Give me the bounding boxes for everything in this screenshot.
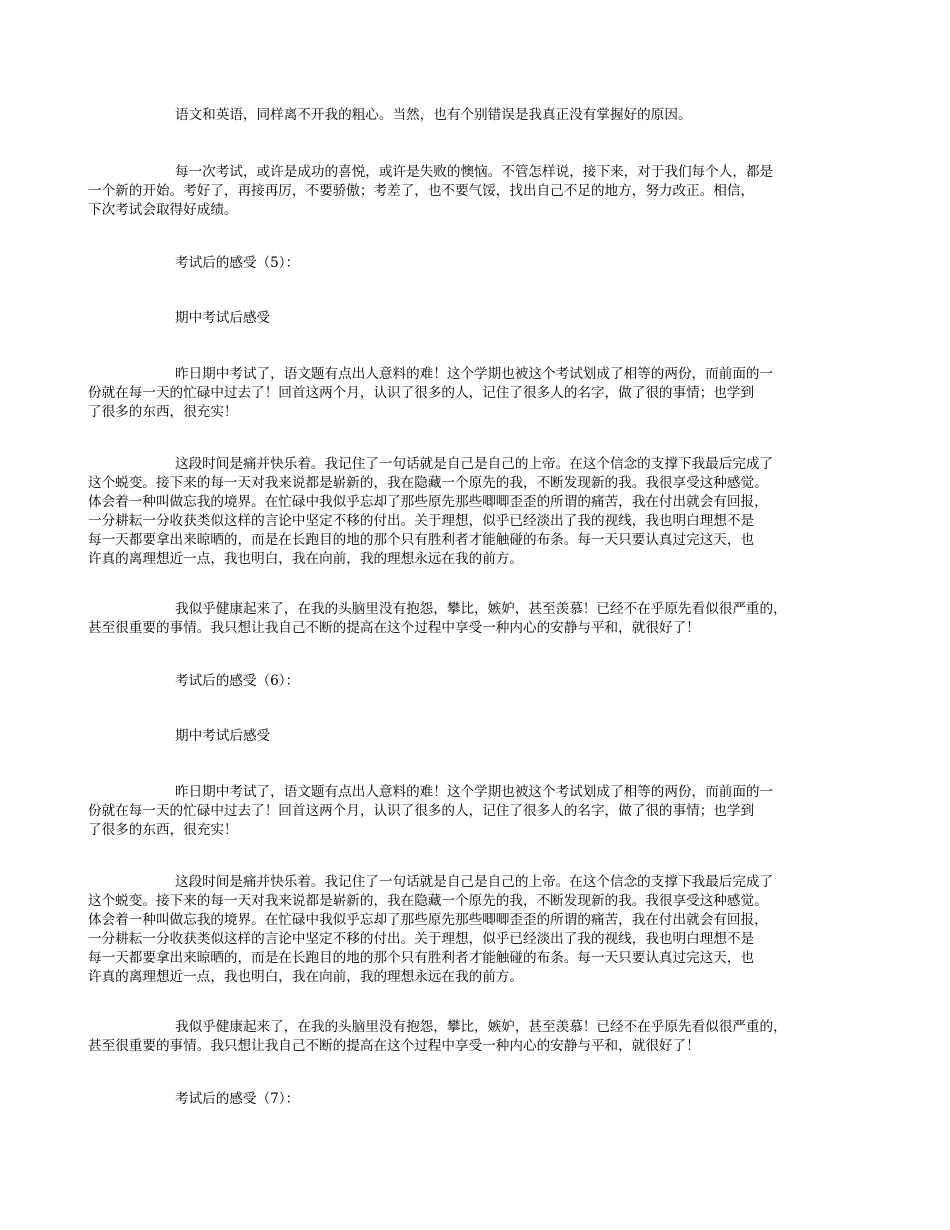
- text-line: 体会着一种叫做忘我的境界。在忙碌中我似乎忘却了那些原先那些唧唧歪歪的所谓的痛苦，我在付出就会有回报，: [88, 494, 768, 510]
- text-line: 份就在每一天的忙碌中过去了！回首这两个月，认识了很多的人，记住了很多人的名字，做了很的事情；也学到: [88, 385, 755, 401]
- text-line: 每一次考试，或许是成功的喜悦，或许是失败的懊恼。不管怎样说，接下来，对于我们每个人，都是: [175, 164, 774, 180]
- text-line: 一分耕耘一分收获类似这样的言论中坚定不移的付出。关于理想，似乎已经淡出了我的视线，我也明白理想不是: [88, 513, 755, 529]
- text-line: 我似乎健康起来了，在我的头脑里没有抱怨，攀比，嫉妒，甚至羡慕！已经不在乎原先看似很严重的，: [175, 1019, 787, 1035]
- article-title: 期中考试后感受: [175, 310, 271, 326]
- text-line: 这个蜕变。接下来的每一天对我来说都是崭新的，我在隐藏一个原先的我，不断发现新的我。我很享受这种感觉。: [88, 893, 768, 909]
- text-line: 一分耕耘一分收获类似这样的言论中坚定不移的付出。关于理想，似乎已经淡出了我的视线，我也明白理想不是: [88, 931, 755, 947]
- text-line: 了很多的东西，很充实！: [88, 822, 238, 838]
- text-line: 甚至很重要的事情。我只想让我自己不断的提高在这个过程中享受一种内心的安静与平和，就很好了！: [88, 1038, 700, 1054]
- section-heading: 考试后的感受（6）：: [175, 673, 300, 689]
- section-heading: 考试后的感受（7）：: [175, 1091, 300, 1107]
- text-line: 许真的离理想近一点，我也明白，我在向前，我的理想永远在我的前方。: [88, 551, 523, 567]
- text-line: 这个蜕变。接下来的每一天对我来说都是崭新的，我在隐藏一个原先的我，不断发现新的我。我很享受这种感觉。: [88, 475, 768, 491]
- article-title: 期中考试后感受: [175, 728, 271, 744]
- section-heading: 考试后的感受（5）：: [175, 255, 300, 271]
- text-line: 了很多的东西，很充实！: [88, 404, 238, 420]
- text-line: 份就在每一天的忙碌中过去了！回首这两个月，认识了很多的人，记住了很多人的名字，做了很的事情；也学到: [88, 803, 755, 819]
- text-line: 昨日期中考试了，语文题有点出人意料的难！这个学期也被这个考试划成了相等的两份，而前面的一: [175, 784, 774, 800]
- text-line: 每一天都要拿出来晾晒的，而是在长跑目的地的那个只有胜利者才能触碰的布条。每一天只要认真过完这天，也: [88, 950, 755, 966]
- text-line: 许真的离理想近一点，我也明白，我在向前，我的理想永远在我的前方。: [88, 969, 523, 985]
- text-line: 体会着一种叫做忘我的境界。在忙碌中我似乎忘却了那些原先那些唧唧歪歪的所谓的痛苦，我在付出就会有回报，: [88, 912, 768, 928]
- text-line: 甚至很重要的事情。我只想让我自己不断的提高在这个过程中享受一种内心的安静与平和，就很好了！: [88, 620, 700, 636]
- text-line: 这段时间是痛并快乐着。我记住了一句话就是自己是自己的上帝。在这个信念的支撑下我最后完成了: [175, 456, 774, 472]
- text-line: 下次考试会取得好成绩。: [88, 202, 238, 218]
- text-line: 语文和英语，同样离不开我的粗心。当然，也有个别错误是我真正没有掌握好的原因。: [175, 107, 692, 123]
- text-line: 一个新的开始。考好了，再接再厉，不要骄傲；考差了，也不要气馁，找出自己不足的地方，努力改正。相信，: [88, 183, 755, 199]
- text-line: 这段时间是痛并快乐着。我记住了一句话就是自己是自己的上帝。在这个信念的支撑下我最后完成了: [175, 874, 774, 890]
- text-line: 我似乎健康起来了，在我的头脑里没有抱怨，攀比，嫉妒，甚至羡慕！已经不在乎原先看似很严重的，: [175, 601, 787, 617]
- text-line: 每一天都要拿出来晾晒的，而是在长跑目的地的那个只有胜利者才能触碰的布条。每一天只要认真过完这天，也: [88, 532, 755, 548]
- text-line: 昨日期中考试了，语文题有点出人意料的难！这个学期也被这个考试划成了相等的两份，而前面的一: [175, 366, 774, 382]
